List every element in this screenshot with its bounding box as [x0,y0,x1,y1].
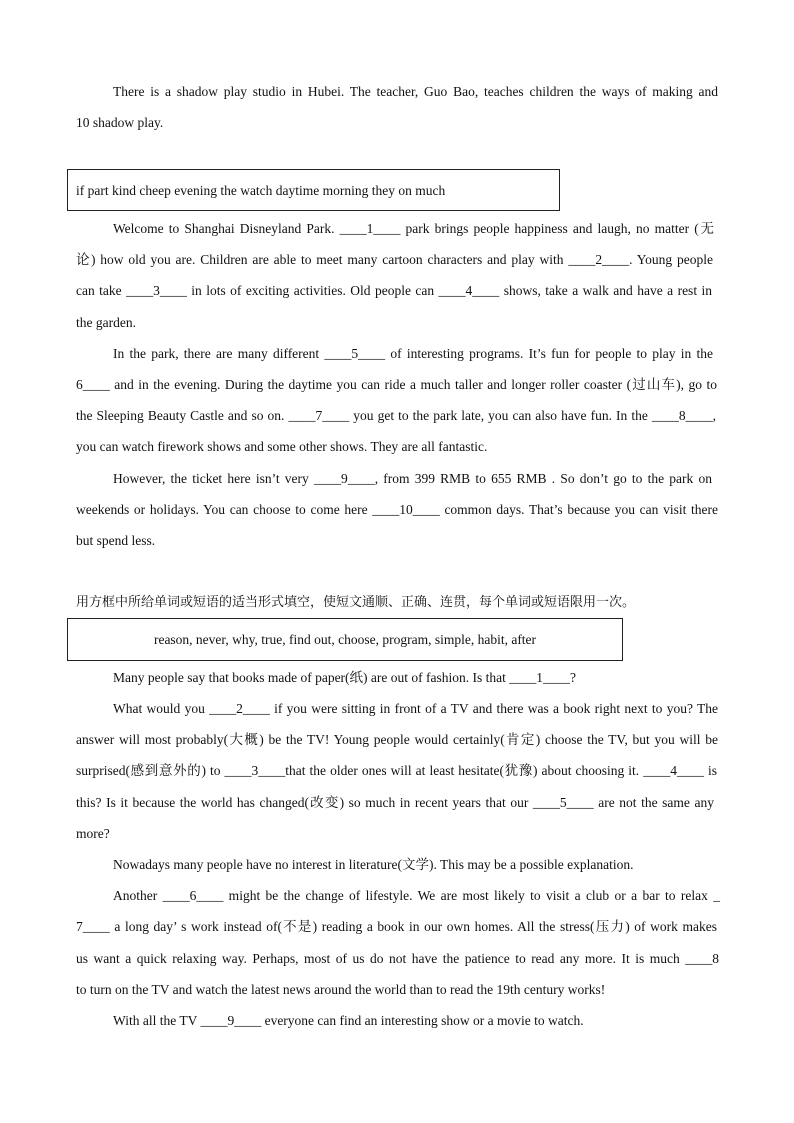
passage-line: Many people say that books made of paper(纸) are out of fashion. Is that ____1____? [113,670,577,685]
passage-line: but spend less. [76,533,156,548]
passage-line: Nowadays many people have no interest in literature(文学). This may be a possible explanation. [113,857,634,872]
passage-line: 6____ and in the evening. During the daytime you can ride a much taller and longer roller coaster (过山车), go to [76,377,717,392]
passage-line: weekends or holidays. You can choose to come here ____10____ common days. That’s because you can visit there [76,502,718,517]
passage-line: you can watch firework shows and some other shows. They are all fantastic. [76,439,488,454]
passage-line: the Sleeping Beauty Castle and so on. ____7____ you get to the park late, you can also have fun. In the ____8____, [76,408,716,423]
passage-line: can take ____3____ in lots of exciting activities. Old people can ____4____ shows, take a walk and have a rest in [76,283,712,298]
passage-line: With all the TV ____9____ everyone can find an interesting show or a movie to watch. [113,1013,584,1028]
passage-line: 10 shadow play. [76,115,164,130]
passage-line: In the park, there are many different ____5____ of interesting programs. It’s fun for people to play in the [113,346,713,361]
passage-line: this? Is it because the world has changed(改变) so much in recent years that our ____5____ are not the same any [76,795,714,810]
passage-line: Another ____6____ might be the change of lifestyle. We are most likely to visit a club or a bar to relax _ [113,888,720,903]
passage-line: answer will most probably(大概) be the TV! Young people would certainly(肯定) choose the TV, but you will be [76,732,718,747]
passage-line: What would you ____2____ if you were sitting in front of a TV and there was a book right next to you? The [113,701,718,716]
passage-line: 论) how old you are. Children are able to meet many cartoon characters and play with ____2____. Young people [76,252,713,267]
passage-line: Welcome to Shanghai Disneyland Park. ____1____ park brings people happiness and laugh, no matter (无 [113,221,714,236]
passage-line: to turn on the TV and watch the latest news around the world than to read the 19th century works! [76,982,606,997]
passage-line: surprised(感到意外的) to ____3____that the older ones will at least hesitate(犹豫) about choosing it. ____4____ is [76,763,717,778]
passage-line: us want a quick relaxing way. Perhaps, most of us do not have the patience to read any more. It is much ____8 [76,951,719,966]
passage-line: 7____ a long day’ s work instead of(不是) reading a book in our own homes. All the stress(压力) of work makes [76,919,717,934]
passage-line: However, the ticket here isn’t very ____9____, from 399 RMB to 655 RMB . So don’t go to the park on [113,471,712,486]
passage-line: more? [76,826,110,841]
word-bank: reason, never, why, true, find out, choose, program, simple, habit, after [153,632,537,647]
passage-line: the garden. [76,315,136,330]
passage-line: There is a shadow play studio in Hubei. The teacher, Guo Bao, teaches children the ways of making and [113,84,718,99]
word-bank-box [67,169,560,211]
instruction-text: 用方框中所给单词或短语的适当形式填空，使短文通顺、正确、连贯，每个单词或短语限用一次。 [76,595,636,610]
word-bank-box [67,618,623,661]
word-bank: if part kind cheep evening the watch daytime morning they on much [76,183,446,198]
